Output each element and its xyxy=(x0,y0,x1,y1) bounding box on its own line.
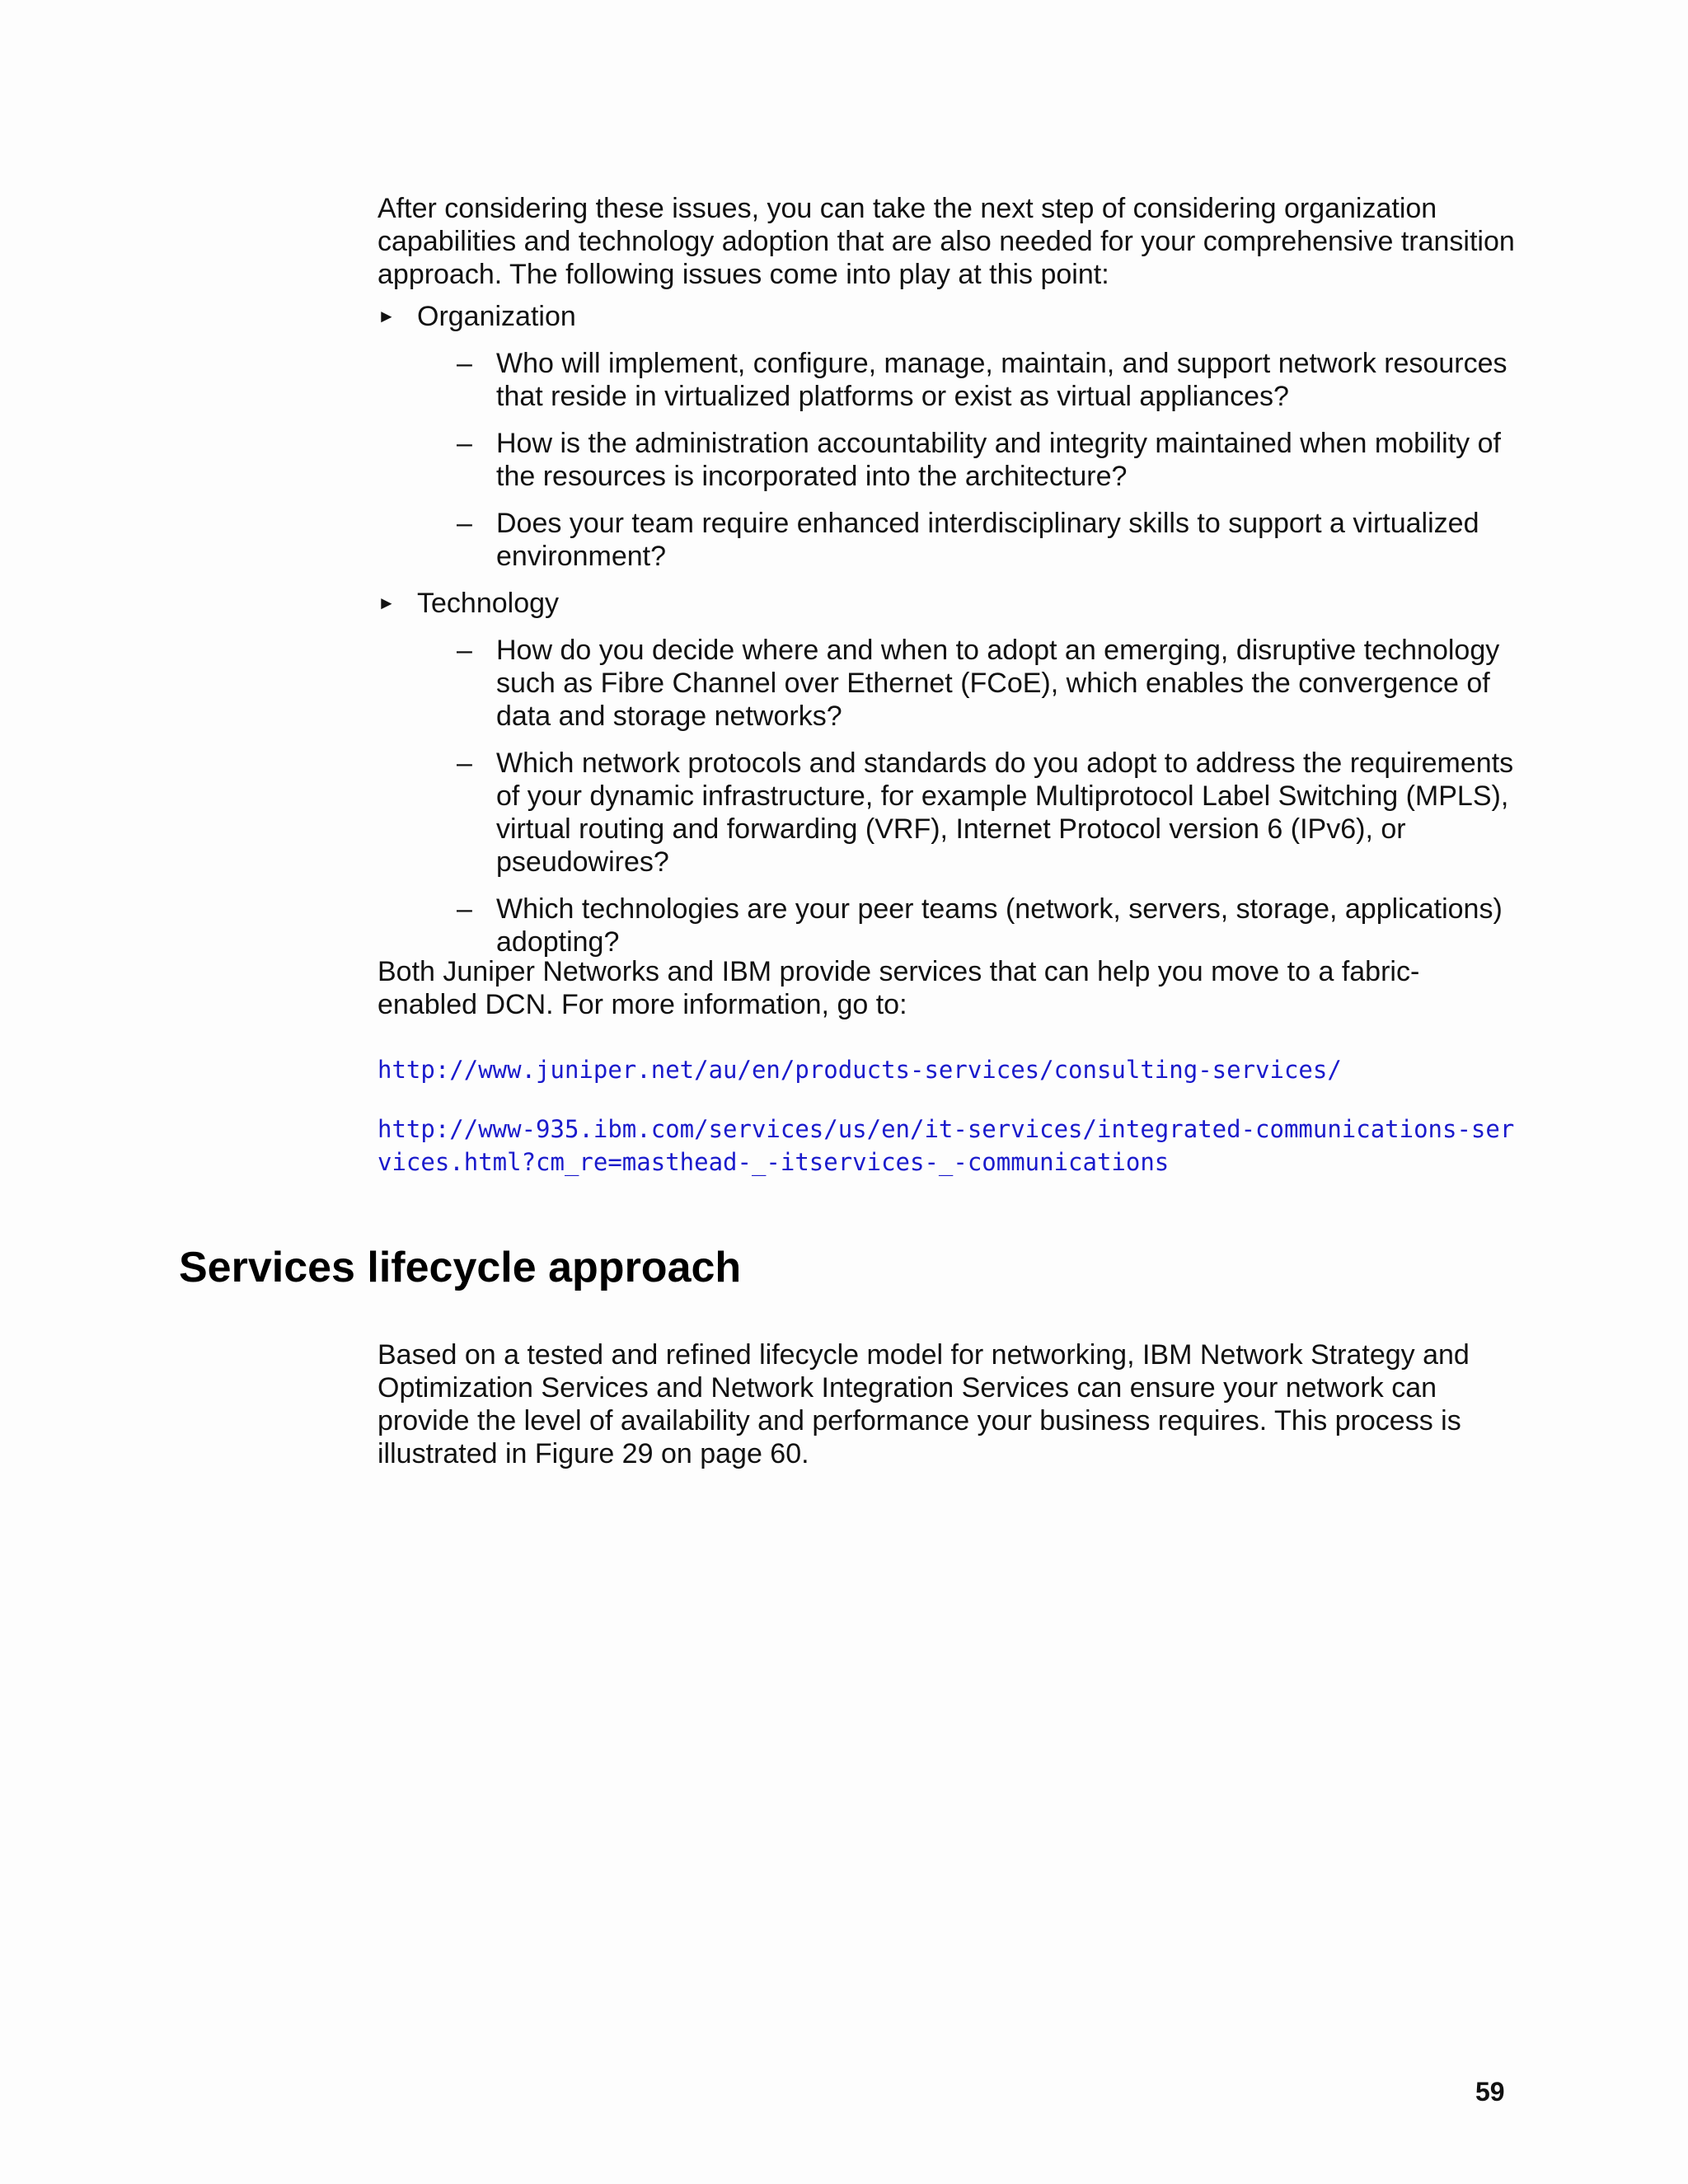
sub-item-text: Which network protocols and standards do you adopt to address the requirements of your dynamic infrastructure, for example Multiprotocol Label Switching (MPLS), virtual routing and forwarding (VRF), Internet Protocol version 6 (IPv6), or pseudowires? xyxy=(496,748,1514,878)
sub-item-text: Who will implement, configure, manage, maintain, and support network resources that reside in virtualized platforms or exist as virtual appliances? xyxy=(496,348,1507,412)
issues-list xyxy=(377,300,1515,972)
intro-paragraph: After considering these issues, you can take the next step of considering organization capabilities and technology adoption that are also needed for your comprehensive transition approach. The following issues come into play at this point: xyxy=(377,193,1515,290)
sub-item-text: Which technologies are your peer teams (network, servers, storage, applications) adopting? xyxy=(496,893,1503,958)
lifecycle-paragraph: Based on a tested and refined lifecycle model for networking, IBM Network Strategy and Optimization Services and Network Integration Services can ensure your network can provide the level of availability and performance your business requires. This process is illustrated in Figure 29 on page 60. xyxy=(377,1339,1470,1469)
sub-item xyxy=(417,893,1515,958)
sub-item-text: How do you decide where and when to adopt an emerging, disruptive technology such as Fibre Channel over Ethernet (FCoE), which enables the convergence of data and storage networks? xyxy=(496,635,1500,732)
sub-item xyxy=(417,427,1515,493)
dash-marker: – xyxy=(457,508,472,539)
dash-marker: – xyxy=(457,428,472,459)
bullet-label: Technology xyxy=(417,588,560,619)
dash-marker: – xyxy=(457,748,472,779)
bullet-organization xyxy=(377,300,1515,573)
bullet-technology xyxy=(377,587,1515,958)
dash-marker: – xyxy=(457,348,472,379)
sub-item xyxy=(417,507,1515,573)
page-number: 59 xyxy=(1475,2077,1505,2107)
sub-item-text: How is the administration accountability and integrity maintained when mobility of the resources is incorporated into the architecture? xyxy=(496,428,1501,492)
dash-marker: – xyxy=(457,635,472,666)
ibm-services-link[interactable]: http://www-935.ibm.com/services/us/en/it-services/integrated-communications-services.html?cm_re=masthead-_-itservices-_-communications xyxy=(377,1115,1515,1176)
section-heading: Services lifecycle approach xyxy=(179,1244,742,1291)
sub-item xyxy=(417,347,1515,413)
services-paragraph: Both Juniper Networks and IBM provide services that can help you move to a fabric-enabled DCN. For more information, go to: xyxy=(377,956,1420,1020)
dash-marker: – xyxy=(457,893,472,925)
triangle-bullet-icon: ► xyxy=(377,306,396,326)
triangle-bullet-icon: ► xyxy=(377,593,396,613)
bullet-label: Organization xyxy=(417,301,576,332)
sub-item xyxy=(417,634,1515,733)
sub-item xyxy=(417,747,1515,879)
juniper-services-link[interactable]: http://www.juniper.net/au/en/products-services/consulting-services/ xyxy=(377,1056,1342,1084)
sub-item-text: Does your team require enhanced interdisciplinary skills to support a virtualized environment? xyxy=(496,508,1479,572)
